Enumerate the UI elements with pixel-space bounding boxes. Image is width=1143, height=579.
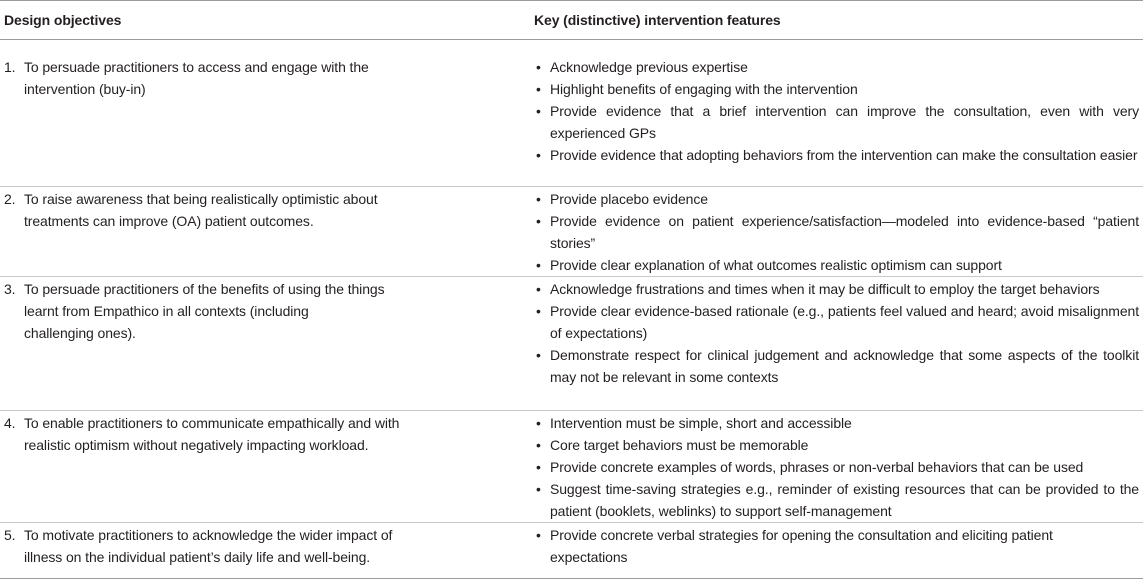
objective-number: 1.: [4, 59, 16, 75]
objective-5: [4, 524, 454, 568]
objective-number: 4.: [4, 415, 16, 431]
objective-text: [24, 56, 454, 100]
objective-line: To persuade practitioners to access and engage with the: [24, 59, 369, 75]
features-list-2: [534, 188, 1139, 276]
bullet-icon: •: [536, 527, 541, 543]
feature-item: • Intervention must be simple, short and accessible: [534, 412, 1139, 434]
feature-item: • Provide concrete examples of words, phrases or non-verbal behaviors that can be used: [534, 456, 1139, 478]
bullet-icon: •: [536, 213, 541, 229]
objective-3: [4, 278, 454, 344]
bullet-icon: •: [536, 81, 541, 97]
objective-number: 3.: [4, 281, 16, 297]
header-design-objectives: Design objectives: [4, 12, 122, 28]
bullet-icon: •: [536, 257, 541, 273]
feature-item: • Acknowledge previous expertise: [534, 56, 1139, 78]
feature-item: • Provide clear evidence-based rationale (e.g., patients feel valued and heard; avoid misalignment of expectations): [534, 300, 1139, 344]
feature-item: • Acknowledge frustrations and times when it may be difficult to employ the target behaviors: [534, 278, 1139, 300]
feature-item: • Provide placebo evidence: [534, 188, 1139, 210]
objective-line: challenging ones).: [24, 325, 136, 341]
table-top-rule: [0, 0, 1143, 1]
feature-item: • Provide concrete verbal strategies for opening the consultation and eliciting patient expectations: [534, 524, 1064, 568]
objective-text: [24, 412, 454, 456]
feature-item: • Provide evidence on patient experience/satisfaction—modeled into evidence-based “patient stories”: [534, 210, 1139, 254]
bullet-icon: •: [536, 459, 541, 475]
objective-line: treatments can improve (OA) patient outcomes.: [24, 213, 314, 229]
objective-4: [4, 412, 454, 456]
feature-item: • Provide evidence that adopting behaviors from the intervention can make the consultation easier: [534, 144, 1139, 166]
objective-line: realistic optimism without negatively impacting workload.: [24, 437, 369, 453]
objective-text: [24, 278, 454, 344]
objective-line: To persuade practitioners of the benefits of using the things: [24, 281, 385, 297]
header-intervention-features: Key (distinctive) intervention features: [534, 12, 781, 28]
features-list-3: [534, 278, 1139, 388]
objective-number: 2.: [4, 191, 16, 207]
bullet-icon: •: [536, 191, 541, 207]
feature-item: • Suggest time-saving strategies e.g., reminder of existing resources that can be provided to the patient (booklets, weblinks) to support self-management: [534, 478, 1139, 522]
bullet-icon: •: [536, 103, 541, 119]
objective-2: [4, 188, 454, 232]
objective-line: To enable practitioners to communicate empathically and with: [24, 415, 400, 431]
bullet-icon: •: [536, 415, 541, 431]
bullet-icon: •: [536, 481, 541, 497]
row-divider: [0, 522, 1143, 523]
objective-text: [24, 188, 454, 232]
objective-line: intervention (buy-in): [24, 81, 146, 97]
feature-item: • Provide evidence that a brief intervention can improve the consultation, even with very experienced GPs: [534, 100, 1139, 144]
objective-line: learnt from Empathico in all contexts (including: [24, 303, 309, 319]
bullet-icon: •: [536, 303, 541, 319]
feature-item: • Provide clear explanation of what outcomes realistic optimism can support: [534, 254, 1139, 276]
bullet-icon: •: [536, 281, 541, 297]
row-divider: [0, 410, 1143, 411]
features-list-1: [534, 56, 1139, 166]
features-list-5: [534, 524, 1064, 568]
feature-item: • Demonstrate respect for clinical judgement and acknowledge that some aspects of the toolkit may not be relevant in some contexts: [534, 344, 1139, 388]
features-list-4: [534, 412, 1139, 522]
objective-line: To raise awareness that being realistically optimistic about: [24, 191, 378, 207]
bullet-icon: •: [536, 347, 541, 363]
row-divider: [0, 186, 1143, 187]
bullet-icon: •: [536, 59, 541, 75]
objective-line: To motivate practitioners to acknowledge the wider impact of: [24, 527, 393, 543]
feature-item: • Highlight benefits of engaging with the intervention: [534, 78, 1139, 100]
objective-text: [24, 524, 454, 568]
objective-number: 5.: [4, 527, 16, 543]
row-divider: [0, 276, 1143, 277]
header-rule: [0, 39, 1143, 40]
feature-item: • Core target behaviors must be memorable: [534, 434, 1139, 456]
objective-1: [4, 56, 454, 100]
bullet-icon: •: [536, 437, 541, 453]
bullet-icon: •: [536, 147, 541, 163]
objective-line: illness on the individual patient’s daily life and well-being.: [24, 549, 371, 565]
